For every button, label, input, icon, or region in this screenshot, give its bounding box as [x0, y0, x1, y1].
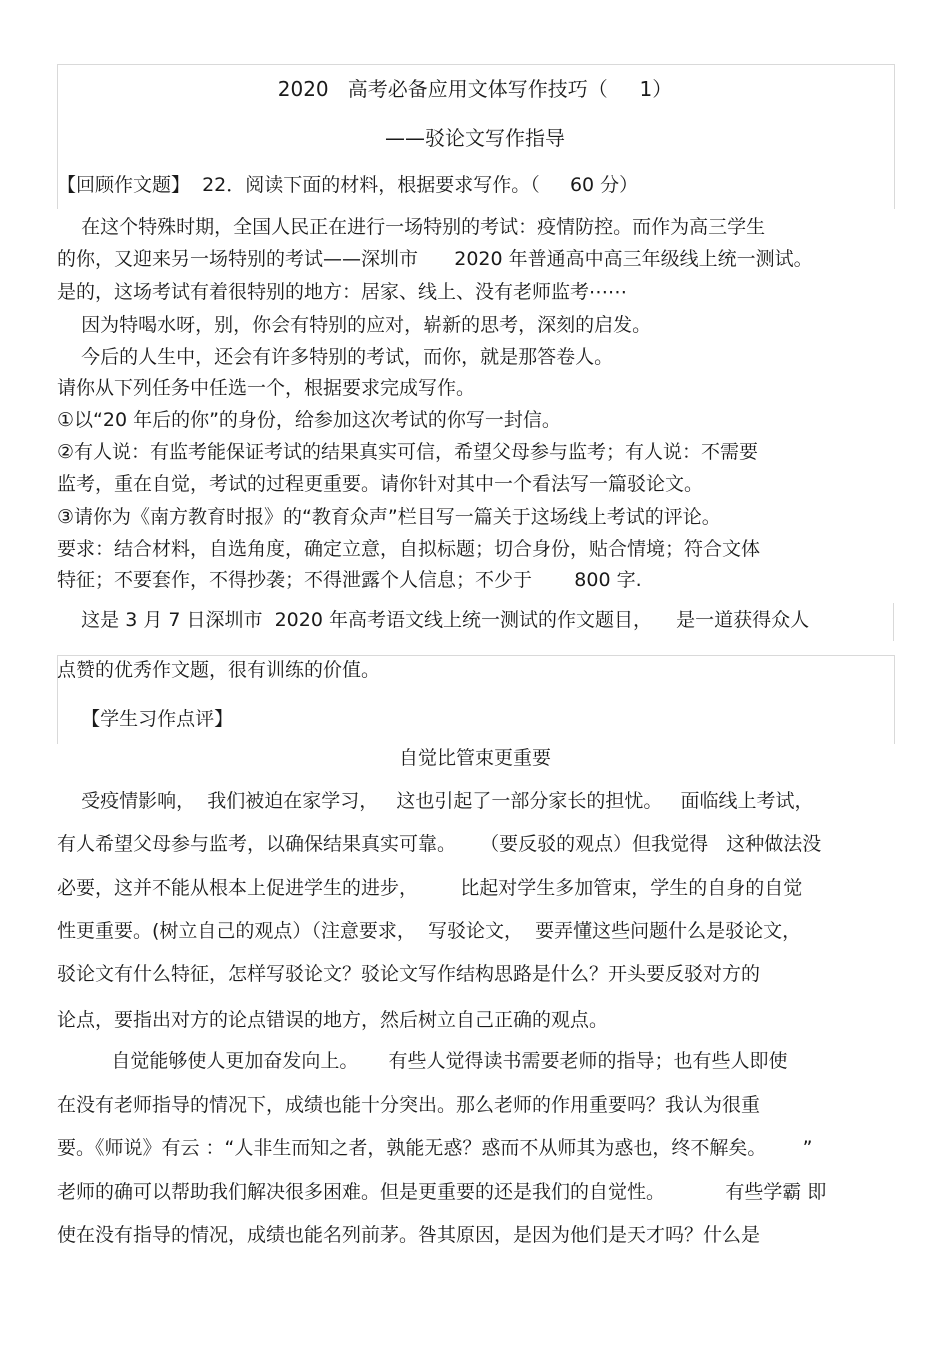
essay-line: 使在没有指导的情况，成绩也能名列前茅。咎其原因，是因为他们是天才吗？什么是 [57, 1224, 761, 1246]
document-title: 2020 高考必备应用文体写作技巧（ 1） [277, 77, 673, 101]
essay-line: 必要，这并不能从根本上促进学生的进步， 比起对学生多加管束，学生的自身的自觉 [57, 877, 803, 899]
comment-line: 点赞的优秀作文题，很有训练的价值。 [57, 659, 381, 681]
document-subtitle: ——驳论文写作指导 [385, 126, 565, 150]
essay-line: 论点，要指出对方的论点错误的地方，然后树立自己正确的观点。 [57, 1009, 609, 1031]
material-line: 请你从下列任务中任选一个，根据要求完成写作。 [57, 377, 476, 399]
essay-line: 受疫情影响， 我们被迫在家学习， 这也引起了一部分家长的担忧。 面临线上考试， [57, 790, 814, 812]
requirements-line: 要求：结合材料，自选角度，确定立意，自拟标题；切合身份，贴合情境；符合文体 [57, 538, 761, 560]
essay-line: 自觉能够使人更加奋发向上。 有些人觉得读书需要老师的指导；也有些人即使 [57, 1050, 788, 1072]
material-line: 是的，这场考试有着很特别的地方：居家、线上、没有老师监考⋯⋯ [57, 281, 628, 303]
essay-title: 自觉比管束更重要 [398, 747, 551, 769]
essay-line: 驳论文有什么特征，怎样写驳论文？驳论文写作结构思路是什么？开头要反驳对方的 [57, 963, 761, 985]
comment-line: 这是 3 月 7 日深圳市 2020 年高考语文线上统一测试的作文题目， 是一道获得众人 [57, 609, 810, 631]
material-line: 在这个特殊时期，全国人民正在进行一场特别的考试：疫情防控。而作为高三学生 [57, 216, 766, 238]
essay-line: 有人希望父母参与监考，以确保结果真实可靠。 （要反驳的观点）但我觉得 这种做法没 [57, 833, 822, 855]
essay-line: 老师的确可以帮助我们解决很多困难。但是更重要的还是我们的自觉性。 有些学霸 即 [57, 1181, 827, 1203]
essay-line: 性更重要。(树立自己的观点）（注意要求， 写驳论文， 要弄懂这些问题什么是驳论文， [57, 920, 802, 942]
prompt-intro: 【回顾作文题】 22．阅读下面的材料，根据要求写作。（ 60 分） [57, 174, 639, 196]
material-line: 因为特喝水呀，别，你会有特别的应对，崭新的思考，深刻的启发。 [57, 314, 652, 336]
requirements-line: 特征；不要套作，不得抄袭；不得泄露个人信息；不少于 800 字. [57, 569, 642, 591]
section-label: 【学生习作点评】 [57, 708, 234, 730]
material-line: 今后的人生中，还会有许多特别的考试，而你，就是那答卷人。 [57, 346, 614, 368]
task-option-3: ③请你为《南方教育时报》的“教育众声”栏目写一篇关于这场线上考试的评论。 [57, 506, 721, 528]
task-option-1: ①以“20 年后的你”的身份，给参加这次考试的你写一封信。 [57, 409, 561, 431]
task-option-2: ②有人说：有监考能保证考试的结果真实可信，希望父母参与监考；有人说：不需要 [57, 441, 759, 463]
essay-line: 要。《师说》有云 ：“人非生而知之者，孰能无惑？惑而不从师其为惑也，终不解矣。 ” [57, 1137, 813, 1159]
material-line: 的你，又迎来另一场特别的考试——深圳市 2020 年普通高中高三年级线上统一测试。 [57, 248, 813, 270]
essay-line: 在没有老师指导的情况下，成绩也能十分突出。那么老师的作用重要吗？我认为很重 [57, 1094, 761, 1116]
task-option-2-cont: 监考，重在自觉，考试的过程更重要。请你针对其中一个看法写一篇驳论文。 [57, 473, 704, 495]
